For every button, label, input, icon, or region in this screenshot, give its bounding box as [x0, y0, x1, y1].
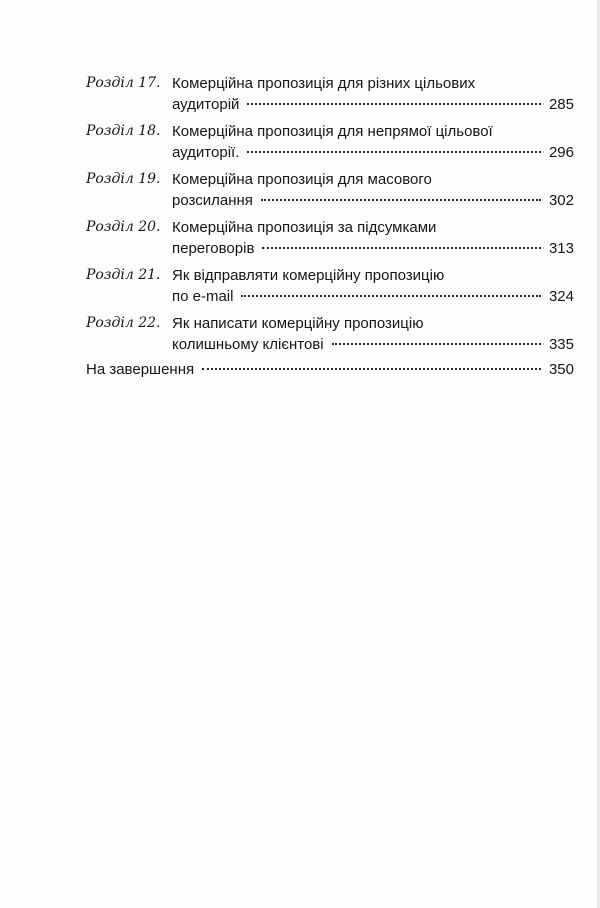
dot-leader	[262, 247, 541, 249]
page-number: 313	[548, 240, 574, 257]
dot-leader	[247, 103, 541, 105]
chapter-label: Розділ 20.	[86, 219, 161, 235]
toc-entry-chapter-21	[86, 265, 574, 307]
page-number: 285	[548, 96, 574, 113]
chapter-title-line2: аудиторії.	[172, 144, 240, 161]
page-number: 324	[548, 288, 574, 305]
toc-entry-chapter-19	[86, 169, 574, 211]
chapter-label: Розділ 22.	[86, 315, 161, 331]
toc-entry-chapter-22	[86, 313, 574, 355]
chapter-label: Розділ 21.	[86, 267, 161, 283]
chapter-label: Розділ 17.	[86, 75, 161, 91]
chapter-label: Розділ 19.	[86, 171, 161, 187]
dot-leader	[241, 295, 540, 297]
dot-leader	[332, 343, 541, 345]
chapter-title-line2: переговорів	[172, 240, 255, 257]
chapter-title-line2: розсилання	[172, 192, 253, 209]
toc-entry-chapter-17	[86, 73, 574, 115]
conclusion-title: На завершення	[86, 361, 195, 378]
chapter-title-line2: аудиторій	[172, 96, 240, 113]
chapter-title-line1: Комерційна пропозиція за підсумками	[172, 219, 437, 236]
chapter-title-line1: Комерційна пропозиція для різних цільових	[172, 75, 476, 92]
chapter-title-line1: Комерційна пропозиція для непрямої цільової	[172, 123, 493, 140]
page-number: 350	[548, 361, 574, 378]
chapter-title-line2: колишньому клієнтові	[172, 336, 324, 353]
dot-leader	[261, 199, 541, 201]
dot-leader	[202, 368, 541, 370]
page-number: 335	[548, 336, 574, 353]
table-of-contents	[86, 73, 574, 361]
chapter-title-line1: Комерційна пропозиція для масового	[172, 171, 432, 188]
chapter-label: Розділ 18.	[86, 123, 161, 139]
toc-entry-chapter-20	[86, 217, 574, 259]
chapter-title-line1: Як відправляти комерційну пропозицію	[172, 267, 445, 284]
page-number: 302	[548, 192, 574, 209]
toc-entry-conclusion	[86, 359, 574, 380]
page-number: 296	[548, 144, 574, 161]
chapter-title-line2: по e-mail	[172, 288, 234, 305]
dot-leader	[247, 151, 541, 153]
chapter-title-line1: Як написати комерційну пропозицію	[172, 315, 424, 332]
toc-entry-chapter-18	[86, 121, 574, 163]
